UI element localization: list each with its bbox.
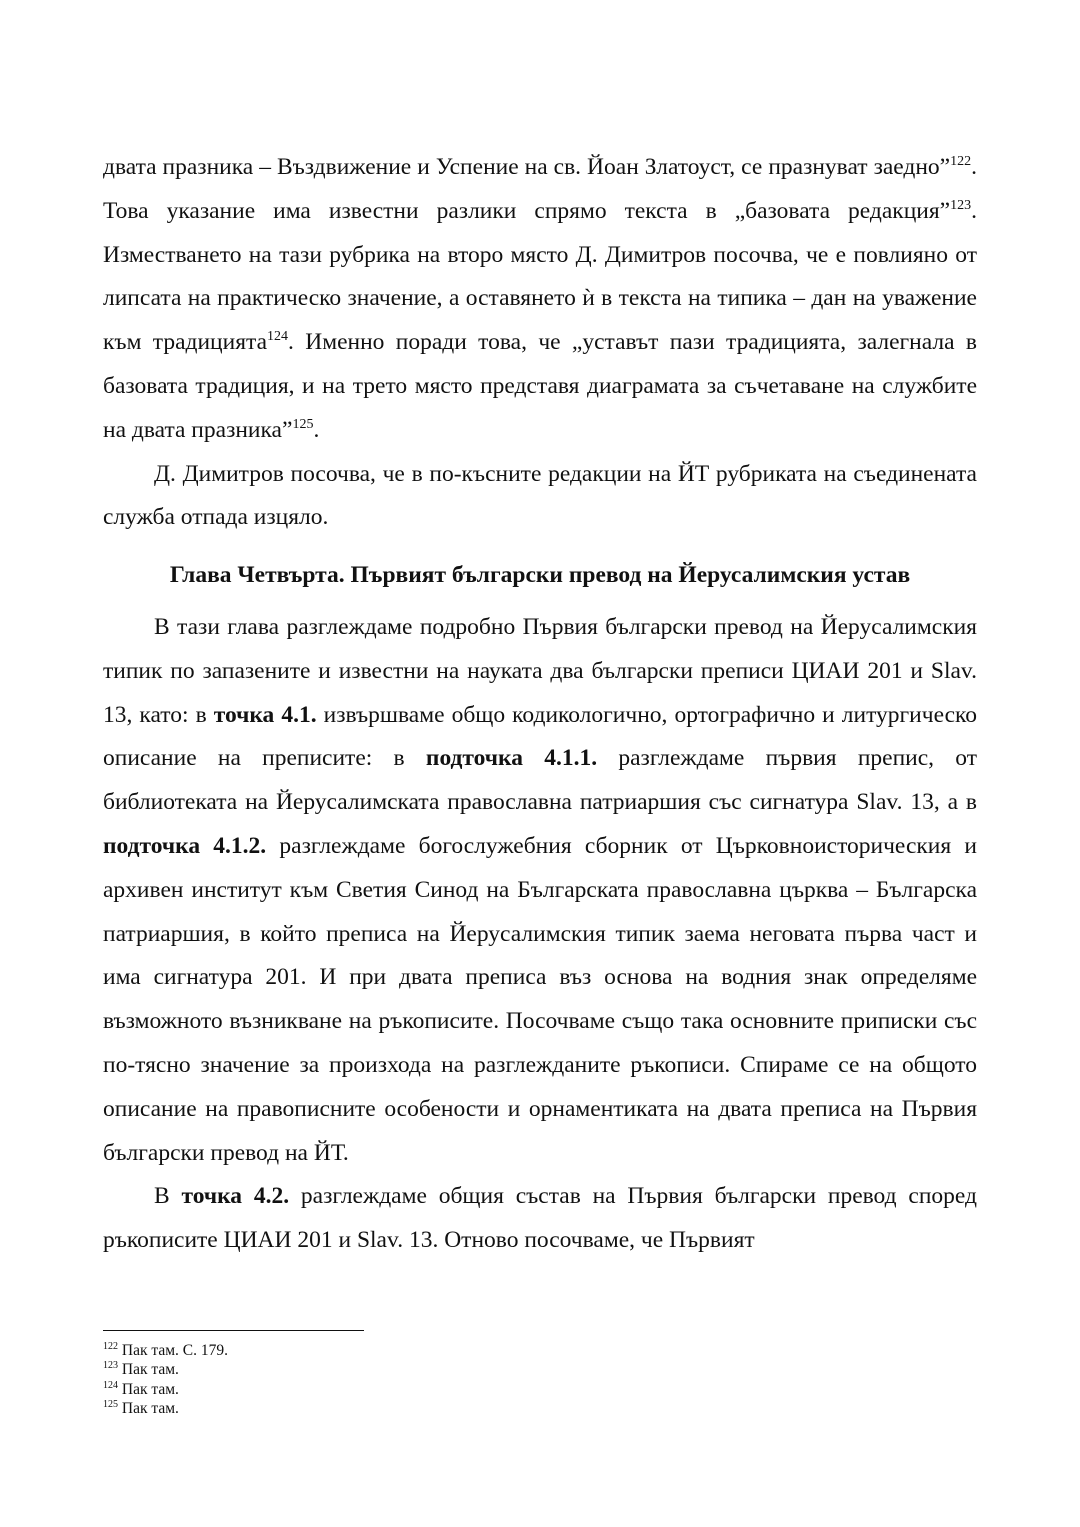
footnote-number: 124 <box>103 1379 118 1391</box>
footnote-123 <box>103 1360 703 1379</box>
footnote-ref-122[interactable]: 122 <box>950 154 972 170</box>
footnote-ref-125[interactable]: 125 <box>292 416 314 432</box>
bold-section-ref: точка 4.2. <box>181 1183 290 1210</box>
footnote-ref-123[interactable]: 123 <box>950 197 972 213</box>
footnote-124 <box>103 1380 703 1399</box>
chapter-heading: Глава Четвърта. Първият български превод на Йерусалимския устав <box>169 562 911 589</box>
text-run: разглеждаме общия състав на Първия български превод според ръкописите ЦИАИ 201 и Slav. 13. Отново посочваме, че Първият <box>103 1183 977 1254</box>
text-run: В <box>154 1183 182 1210</box>
footnote-separator <box>103 1330 364 1331</box>
paragraph-2: Д. Димитров посочва, че в по-късните редакции на ЙТ рубриката на съединената служба отпада изцяло. <box>103 460 977 531</box>
paragraph-1 <box>103 146 977 453</box>
text-run: . Именно поради това, че „уставът пази традицията, залегнала в базовата традиция, и на трето място представя диаграмата за съчетаване на службите на двата празника” <box>103 329 977 443</box>
footnote-number: 125 <box>103 1399 118 1411</box>
text-run: двата празника – Въздвижение и Успение на св. Йоан Златоуст, се празнуват заедно” <box>103 154 951 180</box>
page-body <box>103 146 977 1263</box>
text-run: разглеждаме първия препис, от библиотеката на Йерусалимската православна патриаршия със сигнатура Slav. 13, а в <box>103 745 977 816</box>
footnote-ref-124[interactable]: 124 <box>267 329 289 345</box>
footnote-122 <box>103 1341 703 1360</box>
text-run: . Това указание има известни разлики спрямо текста в „базовата редакция” <box>103 154 977 224</box>
footnote-number: 122 <box>103 1340 118 1352</box>
bold-section-ref: подточка 4.1.1. <box>425 745 598 772</box>
footnote-text: Пак там. С. 179. <box>121 1342 228 1359</box>
paragraph-4 <box>103 1175 977 1263</box>
footnote-number: 123 <box>103 1360 118 1372</box>
text-run: В тази глава разглеждаме подробно Първия български превод на Йерусалимския типик по запазените и известни на науката два български преписи ЦИАИ 201 и Slav. 13, като: в <box>103 613 977 728</box>
bold-section-ref: точка 4.1. <box>213 701 317 728</box>
text-run: извършваме общо кодикологично, ортографично и литургическо описание на преписите: в <box>103 701 977 772</box>
paragraph-3 <box>103 606 977 1175</box>
text-run: . Изместването на тази рубрика на второ място Д. Димитров посочва, че е повлияно от липсата на практическо значение, а оставянето ѝ в текста на типика – дан на уважение към традицията <box>103 197 977 356</box>
footnotes <box>103 1341 703 1419</box>
text-run: разглеждаме богослужебния сборник от Църковноисторическия и архивен институт към Светия Синод на Българската православна църква – Българска патриаршия, в който преписа на Йерусалимския типик заема неговата първа част и има сигнатура 201. И при двата преписа въз основа на водния знак определяме възможното възникване на ръкописите. Посочваме също така основните приписки със по-тясно значение за произхода на разглежданите ръкописи. Спираме се на общото описание на правописните особености и орнаментиката на двата преписа на Първия български превод на ЙТ. <box>103 832 977 1166</box>
footnote-text: Пак там. <box>121 1361 179 1379</box>
text-run: . <box>313 416 320 443</box>
footnote-125 <box>103 1399 703 1418</box>
footnote-text: Пак там. <box>121 1380 179 1398</box>
bold-section-ref: подточка 4.1.2. <box>103 832 267 859</box>
footnote-text: Пак там. <box>121 1400 179 1418</box>
